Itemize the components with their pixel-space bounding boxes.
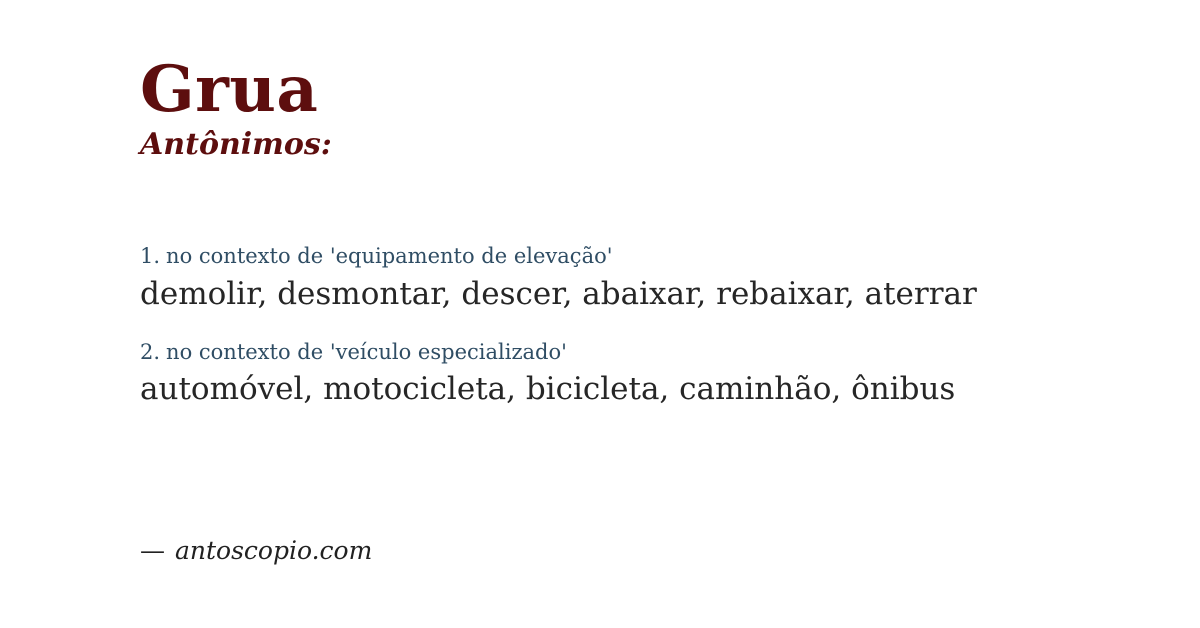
entry-1-antonyms: demolir, desmontar, descer, abaixar, rebaixar, aterrar [140,275,977,312]
entry-1-number: 1. [140,244,161,269]
entry-2-antonyms: automóvel, motocicleta, bicicleta, caminhão, ônibus [140,371,956,408]
entry-2-number: 2. [140,339,161,364]
entry-1-context-line [140,243,1140,270]
em-dash: — [140,536,165,566]
entry-1 [140,243,1140,312]
entry-2 [140,339,1140,408]
source-attribution [140,536,1140,565]
word-title: Grua [140,52,319,127]
source-domain: antoscopio.com [175,536,373,566]
entries-list [140,243,1140,408]
entry-2-context-line [140,339,1140,366]
antonyms-heading: Antônimos: [140,127,332,163]
entry-2-context-text: no contexto de 'veículo especializado' [166,339,567,364]
entry-1-context-text: no contexto de 'equipamento de elevação' [166,244,613,269]
